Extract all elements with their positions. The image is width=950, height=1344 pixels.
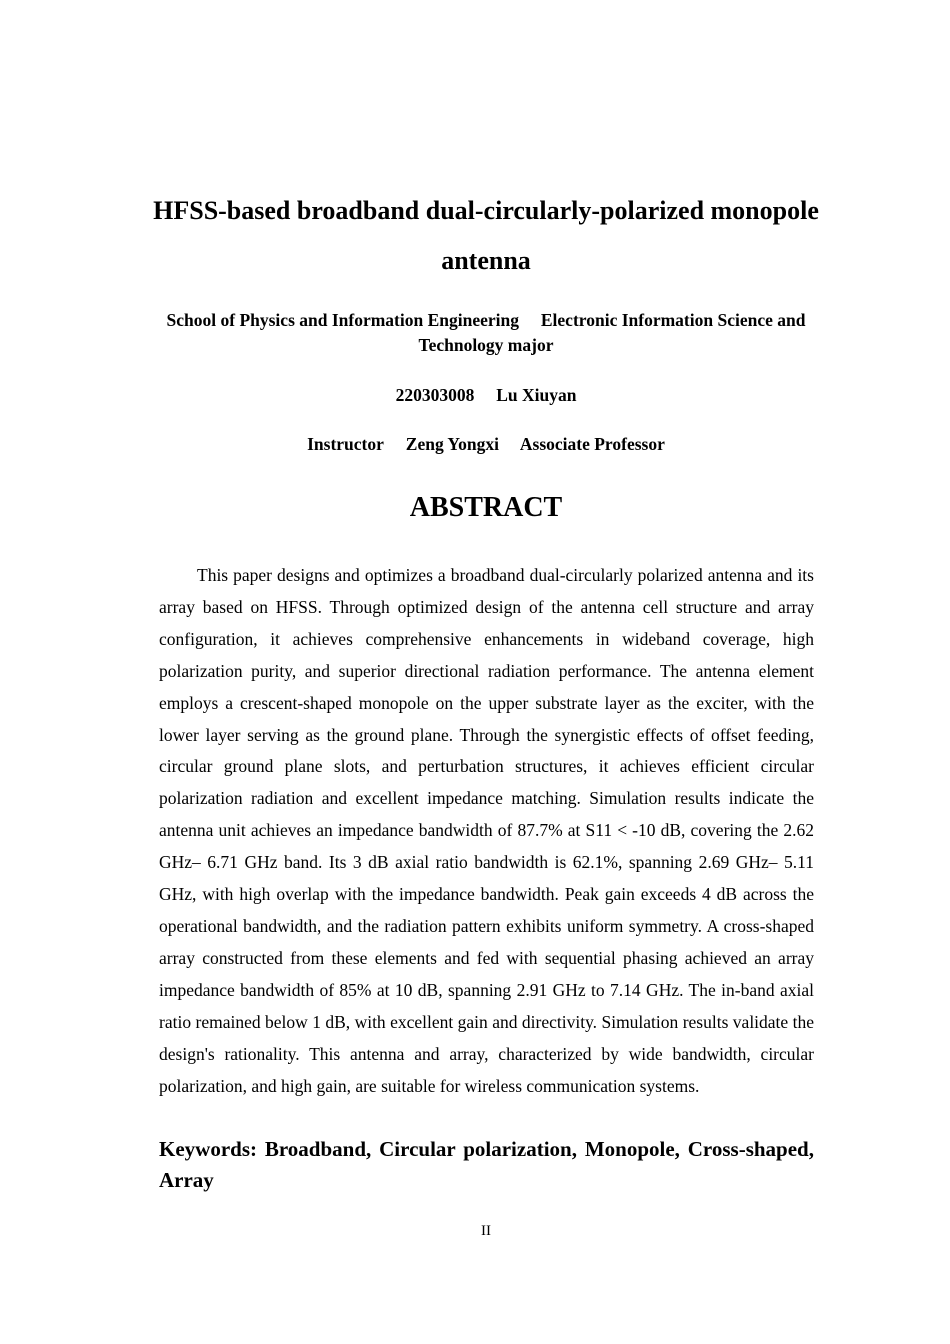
instructor-line: Instructor Zeng Yongxi Associate Professor bbox=[307, 434, 665, 454]
abstract-heading: ABSTRACT bbox=[409, 492, 563, 523]
paper-title: HFSS-based broadband dual-circularly-polarized monopole antenna bbox=[153, 196, 819, 275]
abstract-body: This paper designs and optimizes a broadband dual-circularly polarized antenna and its array based on HFSS. Through optimized design of the antenna cell structure and array configuration, it achieves comprehensive enhancements in wideband coverage, high polarization purity, and superior directional radiation performance. The antenna element employs a crescent-shaped monopole on the upper substrate layer as the exciter, with the lower layer serving as the ground plane. Through the synergistic effects of offset feeding, circular ground plane slots, and perturbation structures, it achieves efficient circular polarization radiation and excellent impedance matching. Simulation results indicate the antenna unit achieves an impedance bandwidth of 87.7% at S11 < -10 dB, covering the 2.62 GHz– 6.71 GHz band. Its 3 dB axial ratio bandwidth is 62.1%, spanning 2.69 GHz– 5.11 GHz, with high overlap with the impedance bandwidth. Peak gain exceeds 4 dB across the operational bandwidth, and the radiation pattern exhibits uniform symmetry. A cross-shaped array constructed from these elements and fed with sequential phasing achieved an array impedance bandwidth of 85% at 10 dB, spanning 2.91 GHz to 7.14 GHz. The in-band axial ratio remained below 1 dB, with excellent gain and directivity. Simulation results validate the design's rationality. This antenna and array, characterized by wide bandwidth, circular polarization, and high gain, are suitable for wireless communication systems. bbox=[159, 565, 814, 1096]
page-number: II bbox=[481, 1223, 491, 1239]
keywords-line: Keywords: Broadband, Circular polarization, Monopole, Cross-shaped, Array bbox=[159, 1137, 814, 1192]
author-affiliation: School of Physics and Information Engineering Electronic Information Science and Technology major bbox=[166, 310, 806, 355]
student-id-name: 220303008 Lu Xiuyan bbox=[395, 385, 577, 405]
